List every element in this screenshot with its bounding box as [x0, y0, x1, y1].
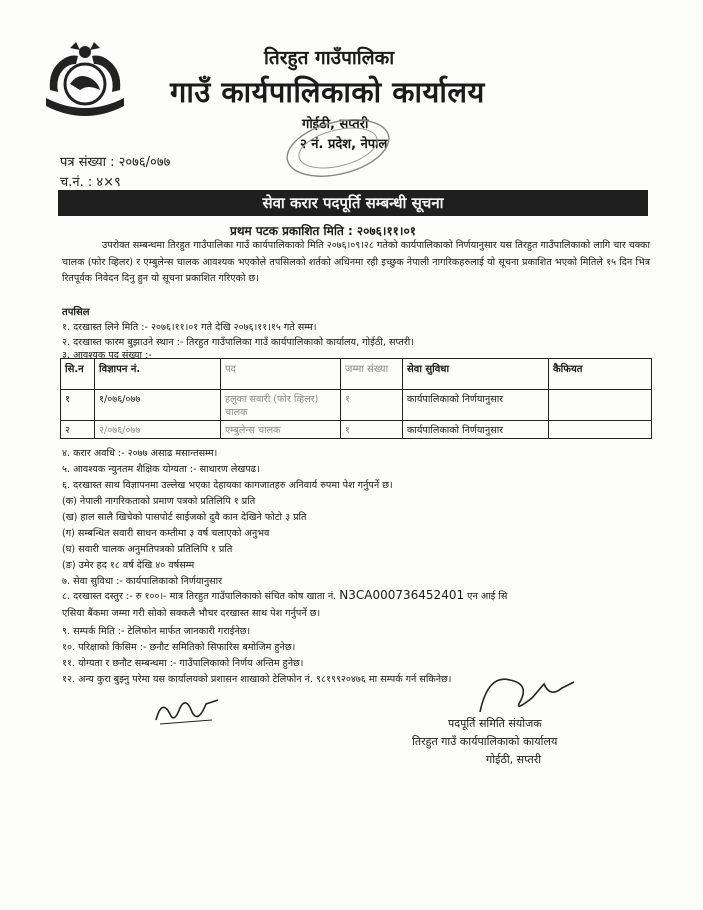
- table-cell: कार्यपालिकाको निर्णयानुसार: [403, 390, 549, 421]
- table-cell: हलुका सवारी (फोर व्हिलर) चालक: [221, 390, 341, 421]
- signature-left-icon: [152, 690, 224, 730]
- table-cell: [549, 390, 652, 421]
- account-number: N3CA000736452401: [339, 588, 465, 602]
- letter-number: पत्र संख्या : २०७६/०७७: [60, 155, 171, 170]
- list-item: १०. परिक्षाको किसिम :- छनौट समितिको सिफारिस बमोजिम हुनेछ।: [62, 642, 296, 653]
- municipality-name: तिरहुत गाउँपालिका: [264, 47, 395, 69]
- list-item: ९. सम्पर्क मिति :- टेलिफोन मार्फत जानकारी गराईनेछ।: [62, 626, 251, 637]
- list-item: (घ) सवारी चालक अनुमतिपत्रको प्रतिलिपि १ प्रति: [62, 544, 233, 555]
- government-emblem-icon: [40, 40, 130, 124]
- list-item: ११. योग्यता र छनौट सम्बन्धमा :- गाउँपालिकाको निर्णय अन्तिम हुनेछ।: [62, 658, 304, 669]
- list-item: (ङ) उमेर हद १८ वर्ष देखि ४० वर्षसम्म: [62, 560, 195, 571]
- table-row: [61, 390, 652, 421]
- table-cell: २: [61, 421, 95, 439]
- table-cell: १: [341, 390, 403, 421]
- table-header: सि.न: [61, 359, 95, 390]
- list-item: १२. अन्य कुरा बुझ्नु परेमा यस कार्यालयको प्रशासन शाखाको टेलिफोन नं. ९८१९९२०४७६ मा सम्पर्क गर्न सकिनेछ।: [62, 674, 452, 685]
- list-item: ६. दरखास्त साथ विज्ञापनमा उल्लेख भएका देहायका कागजातहरु अनिवार्य रुपमा पेश गर्नुपर्ने छ।: [62, 480, 393, 491]
- table-cell: एम्बुलेन्स चालक: [221, 421, 341, 439]
- fee-text: ८. दरखास्त दस्तुर :- रु १००।- मात्र तिरहुत गाउँपालिकाको संचित कोष खाता नं.: [62, 591, 337, 602]
- list-item: एसिया बैंकमा जम्मा गरी सोको सक्कलै भौचर दरखास्त साथ पेश गर्नुपर्ने छ।: [62, 608, 321, 619]
- signatory-location: गोईठी, सप्तरी: [486, 753, 542, 766]
- province-line: २ नं. प्रदेश, नेपाल: [300, 137, 388, 152]
- list-item: ७. सेवा सुविधा :- कार्यपालिकाको निर्णयानुसार: [62, 576, 223, 587]
- office-location: गोईठी, सप्तरी: [302, 117, 369, 132]
- account-suffix: एन आई सि: [467, 591, 508, 602]
- table-cell: १/०७६/०७७: [95, 390, 221, 421]
- list-item: १. दरखास्त लिने मिति :- २०७६।११।०१ गते देखि २०७६।११।१५ गते सम्म।: [62, 322, 317, 333]
- office-stamp-icon: [274, 110, 404, 182]
- table-header: विज्ञापन नं.: [95, 359, 221, 390]
- dispatch-number: च.नं. : ४×९: [60, 175, 121, 190]
- list-item-fee: [62, 588, 507, 602]
- list-item: (ख) हाल सालै खिचेको पासपोर्ट साईजको दुवै कान देखिने फोटो ३ प्रति: [62, 512, 307, 523]
- table-header: पद: [221, 359, 341, 390]
- table-cell: १: [61, 390, 95, 421]
- notice-banner-text: सेवा करार पदपूर्ति सम्बन्धी सूचना: [262, 194, 444, 212]
- list-item: ३. आवश्यक पद संख्या :-: [62, 350, 152, 361]
- table-cell: १: [341, 421, 403, 439]
- list-item: ५. आवश्यक न्युनतम शैक्षिक योग्यता :- साधारण लेखपढ।: [62, 464, 260, 475]
- details-label: तपसिल: [62, 307, 90, 318]
- list-item: २. दरखास्त फारम बुझाउने स्थान :- तिरहुत गाउँपालिका गाउँ कार्यपालिकाको कार्यालय, गोईठी, सप्तरी।: [62, 337, 414, 348]
- table-header: जम्मा संख्या: [341, 359, 403, 390]
- published-date: प्रथम पटक प्रकाशित मिति : २०७६।११।०१: [230, 224, 416, 238]
- table-header: सेवा सुविधा: [403, 359, 549, 390]
- office-title: गाउँ कार्यपालिकाको कार्यालय: [170, 75, 485, 109]
- signature-right-icon: [470, 668, 580, 718]
- table-cell: कार्यपालिकाको निर्णयानुसार: [403, 421, 549, 439]
- positions-table: [60, 358, 652, 439]
- table-cell: [549, 421, 652, 439]
- table-header-row: [61, 359, 652, 390]
- table-row: [61, 421, 652, 439]
- list-item: (ग) सम्बन्धित सवारी साधन कम्तीमा ३ वर्ष चलाएको अनुभव: [62, 528, 270, 539]
- notice-paragraph: उपरोक्त सम्बन्धमा तिरहुत गाउँपालिका गाउँ कार्यपालिकाको मिति २०७६।०९।२८ गतेको कार्यपालिकाको निर्णयानुसार यस तिरहुत गाउँपालिकाको लागि चार चक्का चालक (फोर व्हिलर) र एम्बुलेन्स चालक आवश्यक भएकोले तपसिलको शर्तको अधिनमा रही इच्छुक नेपाली नागरिकहरुलाई यो सूचना प्रकाशित भएको मितिले १५ दिन भित्र रितपूर्वक निवेदन दिनु हुन यो सूचना प्रकाशित गरिएको छ।: [62, 240, 650, 284]
- notice-banner: [58, 190, 648, 216]
- list-item: (क) नेपाली नागरिकताको प्रमाण पत्रको प्रतिलिपि १ प्रति: [62, 496, 256, 507]
- table-header: कैफियत: [549, 359, 652, 390]
- signatory-title: पदपूर्ति समिति संयोजक: [448, 717, 542, 730]
- signatory-office: तिरहुत गाउँ कार्यपालिकाको कार्यालय: [412, 735, 558, 748]
- table-cell: २/०७६/०७७: [95, 421, 221, 439]
- list-item: ४. करार अवधि :- २०७७ असाढ मसान्तसम्म।: [62, 448, 218, 459]
